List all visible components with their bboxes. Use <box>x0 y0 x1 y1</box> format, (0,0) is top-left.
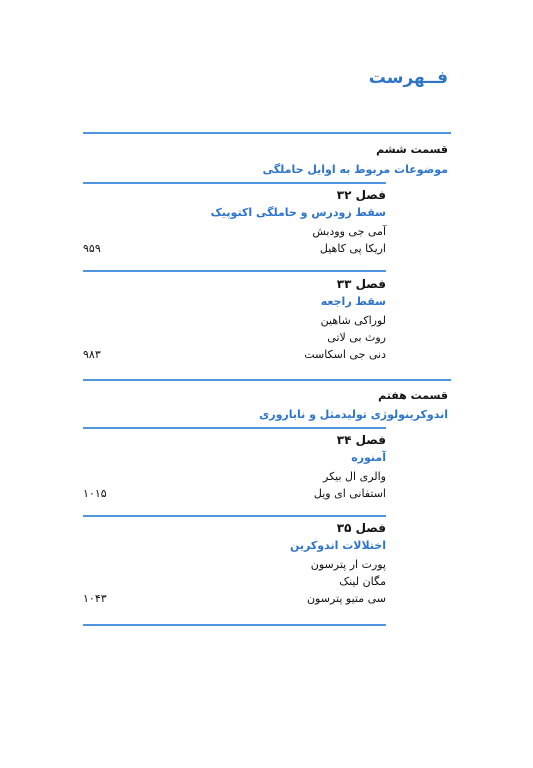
chapter-author: والری ال بیکر <box>323 470 386 483</box>
chapter-title: فصل ۳۴ <box>336 433 386 447</box>
chapter-subtitle: اختلالات اندوکرین <box>290 539 386 552</box>
chapter-author: روث بی لاتی <box>327 331 386 344</box>
chapter-entry[interactable] <box>83 432 386 502</box>
divider <box>83 427 386 429</box>
chapter-author: سی متیو پترسون <box>306 592 386 605</box>
chapter-subtitle: سقط راجعه <box>320 295 386 308</box>
chapter-page-number: ۹۸۳ <box>83 348 101 361</box>
divider <box>83 515 386 517</box>
chapter-page-number: ۱۰۱۵ <box>83 487 107 500</box>
divider <box>83 132 451 134</box>
divider <box>83 270 386 272</box>
part-heading: قسمت ششم <box>376 143 448 156</box>
divider <box>83 379 451 381</box>
chapter-author: اریکا پی کاهیل <box>319 242 386 255</box>
chapter-author-row <box>83 240 386 257</box>
chapter-entry[interactable] <box>83 187 386 257</box>
part-heading: قسمت هفتم <box>378 389 448 402</box>
divider <box>83 624 386 626</box>
chapter-author-row <box>83 485 386 502</box>
chapter-author: دنی جی اسکاست <box>304 348 386 361</box>
chapter-subtitle: سقط زودرس و حاملگی اکتوپیک <box>210 206 386 219</box>
chapter-title: فصل ۳۵ <box>336 521 386 535</box>
part-subtitle: موضوعات مربوط به اوایل حاملگی <box>262 163 448 176</box>
chapter-author-row <box>83 346 386 363</box>
part-subtitle: اندوکرینولوژی تولیدمثل و ناباروری <box>259 408 448 421</box>
chapter-author: استفانی ای ویل <box>313 487 386 500</box>
chapter-page-number: ۱۰۴۳ <box>83 592 107 605</box>
chapter-author-row <box>83 590 386 607</box>
divider <box>83 182 386 184</box>
chapter-subtitle: آمنوره <box>351 451 386 464</box>
chapter-author: آمی جی وودبش <box>312 225 386 238</box>
chapter-title: فصل ۳۳ <box>336 277 386 291</box>
chapter-title: فصل ۳۲ <box>336 188 386 202</box>
chapter-author: پورت ار پترسون <box>310 558 386 571</box>
chapter-entry[interactable] <box>83 520 386 607</box>
chapter-author: مگان لینک <box>339 575 386 588</box>
chapter-author: لوراکی شاهین <box>320 314 386 327</box>
chapter-page-number: ۹۵۹ <box>83 242 101 255</box>
toc-title: فــهرست <box>368 68 448 88</box>
chapter-entry[interactable] <box>83 276 386 363</box>
